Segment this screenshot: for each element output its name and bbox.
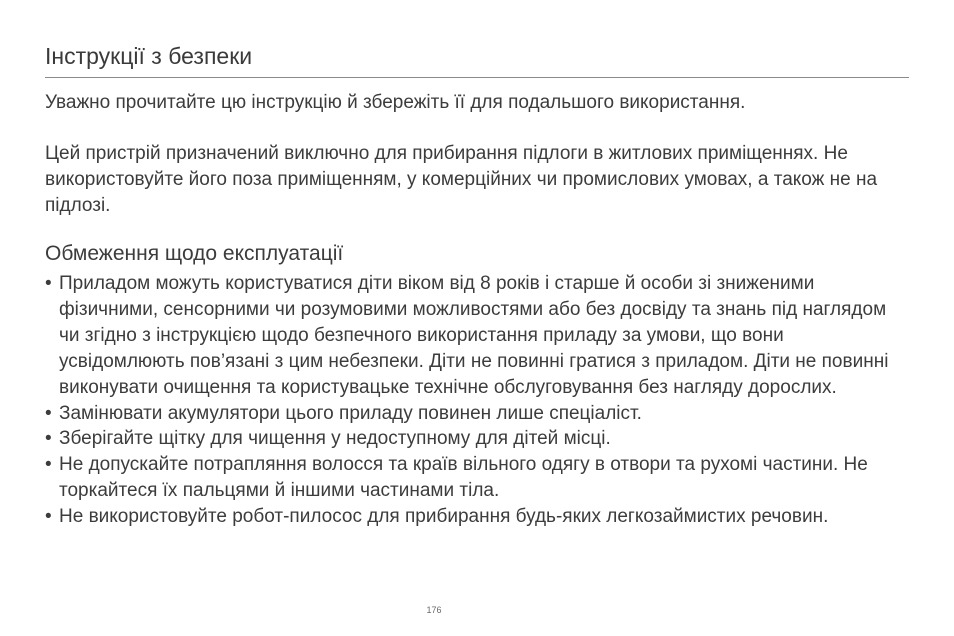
list-item: [45, 452, 909, 504]
bullet-marker: •: [45, 402, 52, 424]
section-heading: Обмеження щодо експлуатації: [45, 242, 344, 265]
list-item: [45, 271, 909, 401]
list-item-text: Замінювати акумулятори цього приладу повинен лише спеціаліст.: [59, 402, 642, 424]
list-item-text: Зберігайте щітку для чищення у недоступному для дітей місці.: [59, 428, 611, 450]
title-divider: [45, 77, 909, 78]
bullet-marker: •: [45, 454, 52, 476]
bullet-marker: •: [45, 428, 52, 450]
restrictions-list: [45, 271, 909, 530]
bullet-marker: •: [45, 273, 52, 294]
intro-paragraph: Уважно прочитайте цю інструкцію й збережіть її для подальшого використання.: [45, 92, 746, 113]
manual-page: [45, 0, 909, 636]
page-number: 176: [426, 605, 442, 615]
list-item-text: Не допускайте потрапляння волосся та країв вільного одягу в отвори та рухомі частини. Не торкайтеся їх пальцями й іншими частинами тіла.: [59, 454, 868, 502]
usage-paragraph: Цей пристрій призначений виключно для прибирання підлоги в житлових приміщеннях. Не використовуйте його поза приміщенням, у комерційних чи промислових умовах, а також не на підлозі.: [45, 143, 878, 216]
page-title: Інструкції з безпеки: [45, 43, 253, 69]
list-item-text: Приладом можуть користуватися діти віком від 8 років і старше й особи зі зниженими фізичними, сенсорними чи розумовими можливостями або без досвіду та знань під наглядом чи згідно з інструкцією щодо безпечного використання приладу за умови, що вони усвідомлюють пов’язані з цим небезпеки. Діти не повинні гратися з приладом. Діти не повинні виконувати очищення та користувацьке технічне обслуговування без нагляду дорослих.: [59, 273, 889, 398]
list-item-text: Не використовуйте робот-пилосос для прибирання будь-яких легкозаймистих речовин.: [59, 506, 829, 528]
bullet-marker: •: [45, 506, 52, 528]
list-item: [45, 401, 909, 427]
list-item: [45, 426, 909, 452]
list-item: [45, 504, 909, 530]
